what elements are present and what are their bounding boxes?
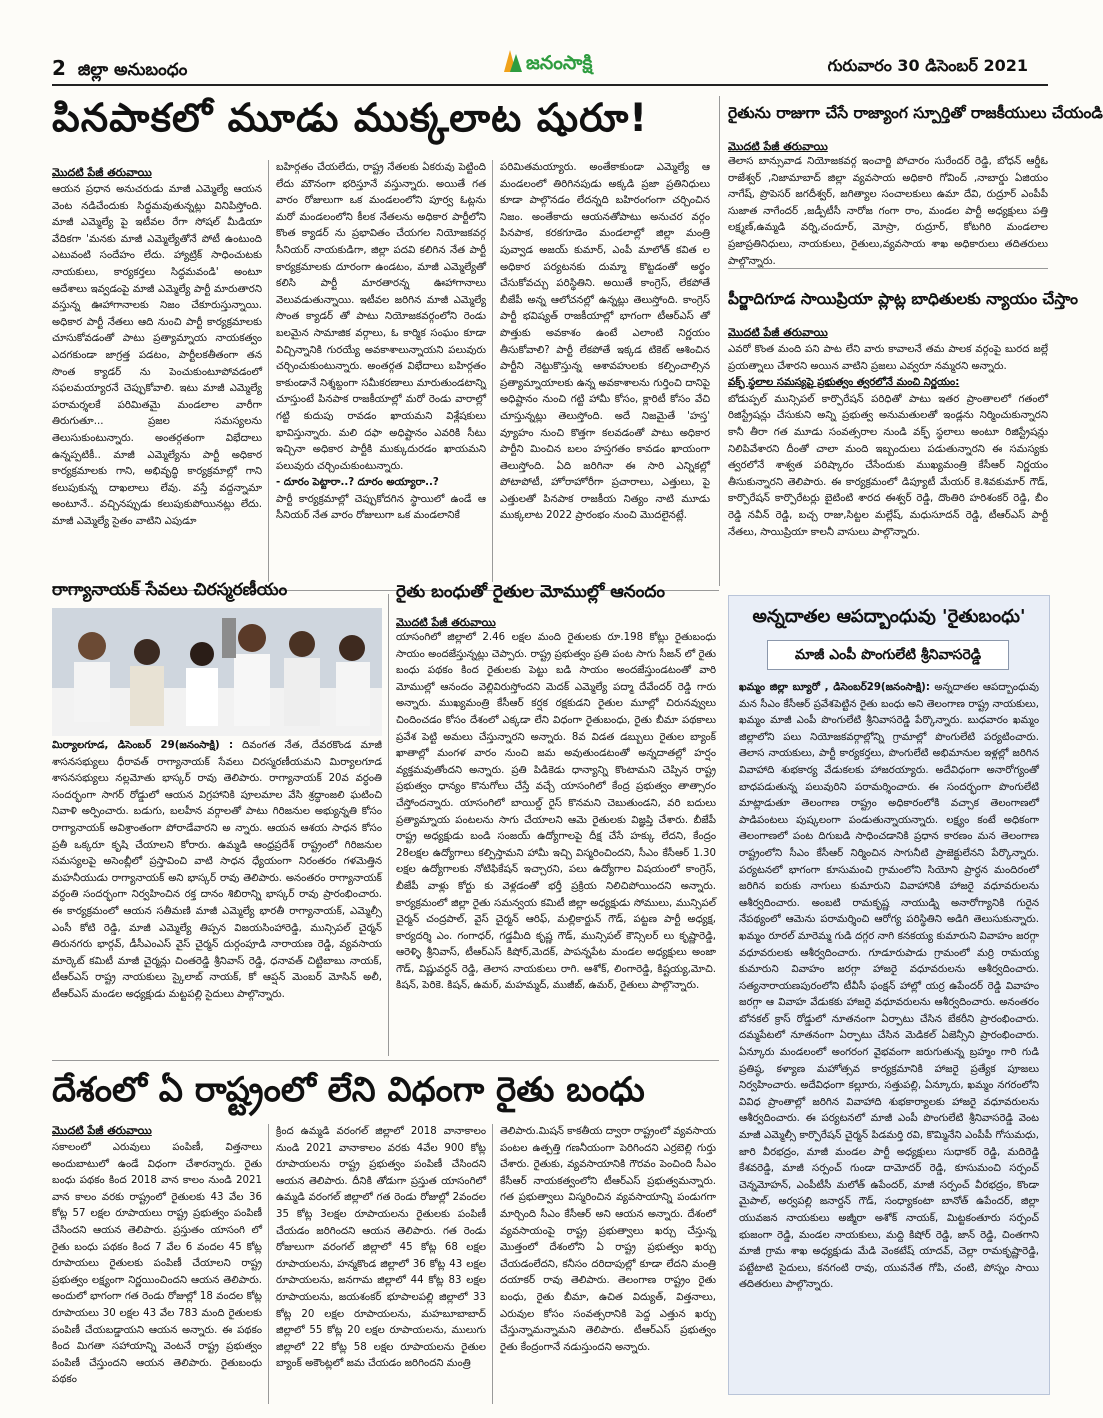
story4-body [52,738,382,1056]
story4-text: దివంగత నేత, దేవరకొండ మాజీ శాసనసభ్యులు ధీరావత్ రాగ్యానాయక్ సేవలు చిరస్మరణీయమని మిర్యాలగూడ శాసనసభ్యులు నల్లమోతు భాస్కర్ రావు తెలిపారు. రాగ్యానాయక్ 20వ వర్ధంతి సందర్భంగా సాగర్ రోడ్డులో ఆయన విగ్రహానికి పూలమాల వేసి శ్రద్ధాంజలి ఘటించి నివాళి అర్పించారు. బడుగు, బలహీన వర్గాలతో పాటు గిరిజనుల అభ్యున్నతి కోసం రాగ్యానాయక్ అవిశ్రాంతంగా పోరాడేవారని అ న్నారు. ఆయన ఆశయ సాధన కోసం ప్రతీ ఒక్కరూ కృషి చేయాలని కోరారు. ఉమ్మడి ఆంధ్రప్రదేశ్ రాష్ట్రంలో గిరిజనుల సమస్యలపై అసెంబ్లీలో ప్రస్తావించి వాటి సాధన ధ్యేయంగా నిరంతరం గళమెత్తిన మహనీయుడు రాగ్యానాయక్ అని భాస్కర్ రావు తెలిపారు. అనంతరం రాగ్యానాయక్ వర్ధంతి సందర్భంగా నిర్వహించిన రక్త దానం శిబిరాన్ని భాస్కర్ రావు ప్రారంభించారు. ఈ కార్యక్రమంలో ఆయన సతీమణి మాజీ ఎమ్మెల్యే భారతీ రాగ్యానాయక్, ఎమ్మెల్సీ ఎంసీ కోటి రెడ్డి, మాజీ ఎమ్మెల్యే తిప్పన విజయసింహారెడ్డి, మున్సిపల్ చైర్మన్ తిరునగరు భార్గవ్, డీసీఎంఎస్ వైస్ చైర్మన్ దుర్గంపూడి నారాయణ రెడ్డి, వ్యవసాయ మార్కెట్ కమిటీ మాజీ చైర్మన్లు చింతరెడ్డి శ్రీనివాస్ రెడ్డి, ధనావత్ చిట్టిబాబు నాయక్, టీఆర్ఎస్ రాష్ట్ర నాయకులు స్కైలాబ్ నాయక్, కో ఆప్షన్ మెంబర్ మోసిన్ అలీ, టీఆర్ఎస్ మండల అధ్యక్షుడు మట్టపల్లి సైదులు పాల్గొన్నారు. [52,740,382,1000]
box-subheadline: మాజీ ఎంపీ పొంగులేటి శ్రీనివాసరెడ్డి [767,640,1009,670]
story3-subhead: మొదటి పేజీ తరువాయి [728,326,828,339]
story6-column-1 [52,1124,262,1410]
main-headline: పినపాకలో మూడు ముక్కలాట షురూ! [52,96,649,141]
story1-column-1 [52,166,262,586]
page-number: 2 [52,56,66,80]
news-photo [52,608,382,736]
masthead-logo-icon [500,44,608,78]
story3-bold-line: వక్ఫ్ స్థలాల సమస్యపై ప్రభుత్వం త్వరలోనే మంచి నిర్ణయం: [728,377,960,389]
box-text: అన్నదాతల ఆపద్బాంధువు మన సీఎం కేసీఆర్ ప్రవేశపెట్టిన రైతు బంధు అని తెలంగాణ రాష్ట్ర నాయకులు, ఖమ్మం మాజీ ఎంపీ పొంగులేటి శ్రీనివాసరెడ్డి పేర్కొన్నారు. బుధవారం ఖమ్మం జిల్లాలోని పలు నియోజకవర్గాల్లోన్ని గ్రామాల్లో పొంగులేటి పర్యటించారు. తెలాస నాయకులు, పార్టీ కార్యకర్తలు, పొంగులేటి అభిమానుల ఇళ్లల్లో జరిగిన వివాహాది శుభకార్య వేడుకలకు హాజరయ్యారు. అదేవిధంగా అనారోగ్యంతో బాధపడుతున్న పలువురిని పరామర్శించారు. ఈ సందర్భంగా పొంగులేటి మాట్లాడుతూ తెలంగాణ రాష్ట్రం అధికారంలోకి వచ్చాక తెలంగాణలో పాడిపంటలు పుష్కలంగా పండుతున్నాయన్నారు. లక్ష్యం కంటే అధికంగా తెలంగాణలో పంట దిగుబడి సాధించడానికి ప్రధాన కారణం మన తెలంగాణ రాష్ట్రంలోని సీఎం కేసీఆర్ నిర్మించిన సాగునీటి ప్రాజెక్టులేనని పేర్కొన్నారు. పర్యటనలో భాగంగా కూసుమంచి గ్రామంలోని సియోని ప్రార్ధన మందిరంలో జరిగిన ఐరుకు నాగులు కుమారుని వివాహానికి హాజరై వధూవరులను ఆశీర్వదించారు. అంబటి రామకృష్ణ నాయుడ్ని అనారోగ్యానికి గురైన నేపథ్యంలో ఆమెను పరామర్శించి ఆరోగ్య పరిస్థితిని అడిగి తెలుసుకున్నారు. ఖమ్మం రూరల్ మారెమ్మ గుడి దగ్గర నాగి కనకయ్య కుమారుని వివాహం జరగ్గా వధూవరులకు ఆశీర్వదించారు. గూడూరుపాడు గ్రామంలో మర్రి రామయ్య కుమారుని వివాహం జరగ్గా హాజరై వధూవరులను ఆశీర్వదించారు. సత్యనారాయణపురంలోని టీవీసీ ఫంక్షన్ హాల్లో యర్ర ఉపేందర్ రెడ్డి వివాహం జరగ్గా ఆ వివాహ వేడుకకు హాజరై వధూవరులను ఆశీర్వదించారు. అనంతరం బోనకల్ క్రాస్ రోడ్డులో నూతనంగా ఏర్పాటు చేసిన బేకరీని ప్రారంభించారు. దమ్మపేటలో నూతనంగా ఏర్పాటు చేసిన మెడికల్ ఏజెన్సీని ప్రారంభించారు. ఏన్కూరు మండలంలో అంగరంగ వైభవంగా జరుగుతున్న బ్రహ్మం గారి గుడి ప్రతిష్ఠ, కళ్యాణ మహోత్సవ కార్యక్రమానికి హాజరై ప్రత్యేక పూజలు నిర్వహించారు. అదేవిధంగా కల్లూరు, సత్తుపల్లి, ఏన్కూరు, ఖమ్మం నగరంలోని వివిధ ప్రాంతాల్లో జరిగిన వివాహాది శుభకార్యాలకు హాజరై వధూవరులను ఆశీర్వదించారు. ఈ పర్యటనలో మాజీ ఎంపీ పొంగులేటి శ్రీనివాసరెడ్డి వెంట మాజీ ఎమ్మెల్సీ కార్పొరేషన్ చైర్మన్ పిడమర్తి రవి, కొమ్మినేని ఎంపీపీ గోసుమధు, జారి వీరభద్రం, మాజీ మండల పార్టీ అధ్యక్షులు సుధాకర్ రెడ్డి, మదిరెడ్డి కేశవరెడ్డి, మాజీ సర్పంచ్ గుండా దామోదర్ రెడ్డి, కూసుమంచి సర్పంచ్ చెన్నమోహన్, ఎంపీటీసీ మలోత్ ఉపేందర్, మాజీ సర్పంచ్ వీరభద్రం, కొండా మైపాల్, అర్వపల్లి జనార్దన్ గౌడ్, సంధ్యాకంటా బానోత్ ఉపేందర్, జిల్లా యువజన నాయకులు అజ్మీరా అశోక్ నాయక్, మిట్టకంతూరు సర్పంచ్ భుజంగా రెడ్డి, మండల నాయకులు, మద్ది కిషోర్ రెడ్డి, జాన్ రెడ్డి, చింతగాని మాజీ గ్రామ శాఖ అధ్యక్షుడు మేడి వెంకటేష్ యాదవ్, చెల్లా రామకృష్ణారెడ్డి, పట్టేటాటి సైదులు, కనగంటి రావు, యువనేత గోపి, చంటి, పోస్నం సాయి తదితరులు పాల్గొన్నారు. [739,682,1039,1291]
story6-text-col1: సకాలంలో ఎరువులు పంపిణీ, విత్తనాలు అందుబాటులో ఉండే విధంగా చేశారన్నారు. రైతు బంధు పథకం కింద 2018 వాన కాలం నుండి 2021 వాన కాలం వరకు రాష్ట్రంలో రైతులకు 43 వేల 36 కోట్ల 57 లక్షల రూపాయలు రాష్ట్ర ప్రభుత్వం పంపిణీ చేసిందని ఆయన తెలిపారు. ప్రస్తుతం యాసంగి లో రైతు బంధు పథకం కింద 7 వేల 6 వందల 45 కోట్ల రూపాయలు రైతులకు పంపిణీ చేయాలని రాష్ట్ర ప్రభుత్వం లక్ష్యంగా నిర్ణయించిందని ఆయన తెలిపారు. అందులో భాగంగా గత రెండు రోజుల్లో 18 వందల కోట్ల రూపాయలు 30 లక్షల 43 వేల 783 మంది రైతులకు పంపిణీ చేయబడ్డాయని ఆయన అన్నారు. ఈ పథకం కింద మిగతా సహాయాన్ని వెంటనే రాష్ట్ర ప్రభుత్వం పంపిణీ చేస్తుందని ఆయన తెలిపారు. రైతుబంధు పథకం [52,1142,262,1386]
story5-headline: రైతు బంధుతో రైతుల మోముల్లో ఆనందం [396,582,665,602]
story5-text: యాసంగిలో జిల్లాలో 2.46 లక్షల మంది రైతులకు రూ.198 కోట్లు రైతుబంధు సాయం అందజేస్తున్నట్లు చెప్పారు. రాష్ట్ర ప్రభుత్వం ప్రతి పంట సాగు సీజన్ లో రైతు బంధు పథకం కింద రైతులకు పెట్టు బడి సాయం అందజేస్తుండటంతో వారి మోముల్లో ఆనందం వెల్లివిరుస్తోందని మెదక్ ఎమ్మెల్యే పద్మా దేవేందర్ రెడ్డి గారు అన్నారు. ముఖ్యమంత్రి కేసీఆర్ కర్షక రక్షకుడని రైతుల మూల్లో చిరునవ్వులు చిందించడం కోసం దేశంలో ఎక్కడా లేని విధంగా రైతుబంధు, రైతు బీమా పథకాలు ప్రవేశ పెట్టి అమలు చేస్తున్నారని అన్నారు. 8వ విడత డబ్బులు రైతుల బ్యాంక్ ఖాతాల్లో మంగళ వారం నుంచి జమ అవుతుండటంతో అన్నదాతల్లో హర్షం వ్యక్తమవుతోందని అన్నారు. ప్రతి పిడికెడు ధాన్యాన్ని కొంటామని చెప్పిన రాష్ట్ర ప్రభుత్వం ధాన్యం కొనుగోలు చేస్తే వచ్చే యాసంగిలో కేంద్ర ప్రభుత్వం తాత్సారం చేస్తోందన్నారు. యాసంగిలో బాయిల్డ్ రైస్ కొనమని చెబుతుండని, వరి బదులు ప్రత్యామ్నాయ పంటలను సాగు చేయాలని ఆమె రైతులకు విజ్ఞప్తి చేశారు. బీజేపీ రాష్ట్ర అధ్యక్షుడు బండి సంజయ్ ఉద్యోగాలపై దీక్ష చేసే హక్కు లేదని, కేంద్రం 28లక్షల ఉద్యోగాలు కల్పిస్తామని హామీ ఇచ్చి విస్మరించిందని, సీఎం కేసీఆర్ 1.30 లక్షల ఉద్యోగాలకు నోటిఫికేషన్ ఇచ్చారని, పలు ఉద్యోగాల విషయంలో కాంగ్రెస్, బీజేపీ వాళ్లు కోర్టు కు వెళ్లడంతో భర్తీ ప్రక్రియ నిలిచిపోయిందని అన్నారు. కార్యక్రమంలో జిల్లా రైతు సమన్వయ కమిటీ జిల్లా అధ్యక్షుడు సోములు, మున్సిపల్ చైర్మన్ చంద్రపాల్, వైస్ చైర్మన్ ఆరిఫ్, మల్లికార్జున్ గౌడ్, పట్టణ పార్టీ అధ్యక్ష, కార్యదర్శి ఎం. గంగాధర్, గడ్డమీది కృష్ణ గౌడ్, మున్సిపల్ కౌన్సిలర్ లు కృష్ణారెడ్డి, ఆరెళ్ళి శ్రీనివాస్, టీఆర్ఎస్ కిషోర్,మెదక్, పాపన్నపేట మండల అధ్యక్షులు అంజా గౌడ్, విష్ణువర్ధన్ రెడ్డి, తెలాస నాయకులు రాగి. ఆశోక్, లింగారెడ్డి, కిష్టయ్య,మోచి. కిషన్, పెరికె. కిషన్, ఉమర్, మహమ్మద్, ముజీబ్, ఉమర్, రైతులు పాల్గొన్నారు. [396,632,716,992]
story6-column-2 [276,1124,486,1410]
story3-text1: ఎవరో కొంత మంది పని పాట లేని వారు కావాలనే తమ పాలక వర్గంపై బురద జల్లే ప్రయత్నాలు చేశారని అయిన వాటిని ప్రజలు ఎవ్వరూ నమ్మరని అన్నారు. [728,344,1048,372]
story6-headline: దేశంలో ఏ రాష్ట్రంలో లేని విధంగా రైతు బంధు [52,1070,645,1110]
page-section-label [52,56,187,84]
story4-dateline: మిర్యాలగూడ, డిసెంబర్ 29(జనంసాక్షి) : [52,740,234,751]
group-photo-icon [52,608,382,736]
box-body [739,680,1039,1386]
header-rule [52,84,1048,86]
rythu-bandhu-box [728,595,1050,1395]
masthead-text: జనంసాక్షి [526,52,593,74]
story3-text2: బోడుప్పల్ మున్సిపల్ కార్పొరేషన్ పరిధితో పాటు ఇతర ప్రాంతాలలో గతంలో రిజిస్ట్రేషన్లు చేసుకుని అన్ని ప్రభుత్వ అనుమతులతో ఇండ్లను నిర్మించుకున్నారని కానీ తీరా గత మూడు సంవత్సరాల నుండి వక్ఫ్ స్థలాలు అంటూ రిజిస్ట్రేషన్లు నిలిపివేశారని దీంతో చాలా మంది ఇబ్బందులు పడుతున్నారని ఈ సమస్యకు త్వరలోనే శాశ్వత పరిష్కారం చేసేందుకు ముఖ్యమంత్రి కేసీఆర్ నిర్ణయం తీసుకున్నారని తెలిపారు. ఈ కార్యక్రమంలో డిప్యూటీ మేయర్ కె.శివకుమార్ గౌడ్, కార్పొరేషన్ కార్పొరేటర్లు బైటింటి శారద ఈశ్వర్ రెడ్డి, దొంతిరి హరిశంకర్ రెడ్డి, బీం రెడ్డి నవీన్ రెడ్డి, బచ్చ రాజు,సిట్టల మల్లేష్, మధుసూదన్ రెడ్డి, టీఆర్ఎస్ పార్టీ నేతలు, సాయిప్రియా కాలనీ వాసులు పాల్గొన్నారు. [728,393,1048,538]
story2-headline: రైతును రాజుగా చేసే రాజ్యాంగ స్పూర్తితో రాజకీయులు చేయండి [728,104,1103,122]
story6-text-col3: తెలిపారు.మిషన్ కాకతీయ ద్వారా రాష్ట్రంలో వ్యవసాయ పంటల ఉత్పత్తి గణనీయంగా పెరిగిందని ఎర్రబెల్లి గుర్తు చేశారు. రైతుకు, వ్యవసాయానికి గౌరవం పెంచింది సీఎం కేసీఆర్ నాయకత్వంలోని టీఆర్ఎస్ ప్రభుత్వమన్నారు. గత ప్రభుత్వాలు విస్మరించిన వ్యవసాయాన్ని పండుగగా మార్చింది సీఎం కేసీఆర్ అని ఆయన అన్నారు. దేశంలో వ్యవసాయంపై రాష్ట్ర ప్రభుత్వాలు ఖర్చు చేస్తున్న మొత్తంలో దేశంలోని ఏ రాష్ట్ర ప్రభుత్వం ఖర్చు చేయడంలేదని, కనీసం దరిదాపుల్లో కూడా లేదని మంత్రి దయాకర్ రావు తెలిపారు. తెలంగాణ రాష్ట్రం రైతు బంధు, రైతు బీమా, ఉచిత విద్యుత్, విత్తనాలు, ఎరువుల కోసం సంవత్సరానికి పెద్ద ఎత్తున ఖర్చు చేస్తున్నామన్నామని తెలిపారు. టీఆర్ఎస్ ప్రభుత్వం రైతు కేంద్రంగానే నడుస్తుందని అన్నారు. [500,1126,716,1353]
story1-subhead: మొదటి పేజీ తరువాయి [52,166,152,179]
story2-text: తెలాస బాన్సువాడ నియోజకవర్గ ఇంచార్జి పోచారం సురేందర్ రెడ్డి, బోధన్ ఆర్డీఓ రాజేశ్వర్ ,నిజామాబాద్ జిల్లా వ్యవసాయ అధికారి గోవింద్ ,నాబార్డు ఏజియం నాగేష్, ప్రొపెసర్ జగదీశ్వర్, జగిత్యాల సంచాలకులు ఉమా దేవి, రుద్రూర్ ఎంపీపీ సుజాత నాగేందర్ ,జడ్పీటీసీ నారోజ గంగా రాం, మండల పార్టీ అధ్యక్షులు పత్తి లక్ష్మణ్,ఉమ్మడి వర్ని,చందూర్, మోస్రా, రుద్రూర్, కోటగిరి మండలాల ప్రజాప్రతినిధులు, నాయకులు, రైతులు,వ్యవసాయ శాఖ అధికారులు తదితరులు పాల్గొన్నారు. [728,156,1048,267]
story1-text-col3: పరిమితమయ్యారు. అంతేకాకుండా ఎమ్మెల్యే ఆ మండలంలో తిరిగినపుడు అక్కడి ప్రజా ప్రతినిధులు కూడా పాల్గొనడం లేదన్నది బహిరంగంగా చర్చించిన నిజం. అంతేకాదు ఆయనతోపాటు అనుచర వర్గం పినపాక, కరకగూడెం మండలాల్లో జిల్లా మంత్రి పువ్వాడ అజయ్ కుమార్, ఎంపీ మాలోత్ కవిత ల అధికార పర్యటనకు దుమ్మా కొట్టడంతో అర్థం చేసుకోవచ్చు పరిస్థితిని. అయితే కాంగ్రెస్, లేకపోతే బీజేపీ అన్న ఆలోచనల్లో ఉన్నట్లు తెలుస్తోంది. కాంగ్రెస్ పార్టీ భవిష్యత్ రాజకీయాల్లో భాగంగా టీఆర్ఎస్ తో పొత్తుకు అవకాశం ఉంటే ఎలాంటి నిర్ణయం తీసుకోవాలి? పార్టీ లేకపోతే ఇక్కడ టికెట్ ఆశించిన పార్టీని నెట్టుకొస్తున్న ఆశావహులకు కల్పించాల్సిన ప్రత్యామ్నాయాలకు ఉన్న అవకాశాలను గుర్తించి దానిపై అధిష్టానం నుంచి గట్టి హామీ కోసం, క్లారిటీ కోసం వేచి చూస్తున్నట్లు తెలుస్తోంది. అదే నిజమైతే 'హస్త' వ్యూహం నుంచి కొత్తగా కలవడంతో పాటు అధికార పార్టీని మించిన బలం హస్తగతం కావడం ఖాయంగా తెలుస్తోంది. ఏది జరిగినా ఈ సారి ఎన్నికల్లో పోటాపోటీ, హోరాహోరీగా ప్రచారాలు, ఎత్తులు, పై ఎత్తులతో పినపాక రాజకీయ నిత్యం నాటి మూడు ముక్కలాట 2022 ప్రారంభం నుంచి మొదలైనట్లే. [500,162,710,522]
story3-body [728,342,1048,582]
story5-subhead: మొదటి పేజీ తరువాయి [396,616,496,629]
section-name: జిల్లా అనుబంధం [77,60,188,80]
story3-headline: పీర్జాదిగూడ సాయిప్రియా ప్లాట్ల బాధితులకు న్యాయం చేస్తాం [728,290,1078,308]
issue-date: గురువారం 30 డిసెంబర్ 2021 [827,56,1028,75]
story1-text-col1: ఆయన ప్రధాన అనుచరుడు మాజీ ఎమ్మెల్యే ఆయన వెంట నడిచేందుకు సిద్ధమవుతున్నట్లు వినిపిస్తోంది. మాజీ ఎమ్మెల్యే పై ఇటీవల రేగా సోషల్ మీడియా వేదికగా 'మనకు మాజీ ఎమ్మెల్యేతోనే పోటీ ఉంటుంది ఎటువంటి సందేహం లేదు. హ్యాట్రిక్ సాధించుటకు నాయకులు, కార్యకర్తలు సిద్ధమవండి' అంటూ ఆదేశాలు ఇవ్వడంపై మాజీ ఎమ్మెల్యే పార్టీ మారుతారని వస్తున్న ఊహాగానాలకు నిజం చేకూరుస్తున్నాయి. అధికార పార్టీ నేతలు ఆది నుంచి పార్టీ కార్యక్రమాలకు చూసుకోవడంతో పాటు ప్రత్యామ్నాయ నాయకత్వం ఎదగకుండా జాగ్రత్త పడటం, పార్టీలకతీతంగా తన సొంత క్యాడర్ ను పెంచుకుంటూపోవడంలో సఫలమయ్యారనే చెప్పుకోవాలి. ఇటు మాజీ ఎమ్మెల్యే పరామర్శలకే పరిమితమై మండలాల వారీగా తిరుగుతూ... ప్రజల సమస్యలను తెలుసుకుంటున్నారు. అంతర్గతంగా విభేదాలు ఉన్నప్పటికీ.. మాజీ ఎమ్మెల్యేను పార్టీ అధికార కార్యక్రమాలకు గాని, అభివృద్ధి కార్యక్రమాల్లో గాని కలుపుకున్న దాఖలాలు లేవు. వస్తే వద్దన్నామా అంటూనే.. వచ్చినప్పుడు కలుపుకుపోయినట్లు లేదు. మాజీ ఎమ్మెల్యే సైతం వాటిని ఎపుడూ [52,184,262,527]
story6-text-col2: క్రింద ఉమ్మడి వరంగల్ జిల్లాలో 2018 వానాకాలం నుండి 2021 వానాకాలం వరకు 4వేల 900 కోట్ల రూపాయలను రాష్ట్ర ప్రభుత్వం పంపిణీ చేసిందని ఆయన తెలిపారు. దీనికి తోడుగా ప్రస్తుత యాసంగిలో ఉమ్మడి వరంగల్ జిల్లాలో గత రెండు రోజుల్లో 2వందల 35 కోట్ల 3లక్షల రూపాయలను రైతులకు పంపిణీ చేయడం జరిగిందని ఆయన తెలిపారు. గత రెండు రోజులుగా వరంగల్ జిల్లాలో 45 కోట్ల 68 లక్షల రూపాయలను, హన్మకొండ జిల్లాలో 36 కోట్ల 43 లక్షల రూపాయలను, జనగామ జిల్లాలో 44 కోట్ల 83 లక్షల రూపాయలను, జయశంకర్ భూపాలపల్లి జిల్లాలో 33 కోట్ల 20 లక్షల రూపాయలను, మహబూబాబాద్ జిల్లాలో 55 కోట్ల 20 లక్షల రూపాయలను, ములుగు జిల్లాలో 22 కోట్ల 58 లక్షల రూపాయలను రైతుల బ్యాంక్ అకౌంట్లలో జమ చేయడం జరిగిందని మంత్రి [276,1126,486,1370]
story2-subhead: మొదటి పేజీ తరువాయి [728,140,828,153]
masthead-logo [500,44,608,78]
story1-text-col2b: పార్టీ కార్యక్రమాల్లో చెప్పుకోదగిన స్థాయిలో ఉండే ఆ సీనియర్ నేత వారం రోజులుగా ఒక మండలానికే [276,493,486,522]
story1-column-3 [500,160,710,586]
story1-col2-subhead: - దూరం పెట్టారా..? దూరం అయ్యారా..? [276,477,439,489]
story1-text-col2: బహిర్గతం చేయలేదు, రాష్ట్ర నేతలకు ఏకరువు పెట్టింది లేదు మౌనంగా భరిస్తూనే వస్తున్నారు. అయితే గత వారం రోజులుగా ఒక మండలంలోని పూర్వ ఓట్లను మరో మండలంలోని కీలక నేతలను అధికార పార్టీలోని కొంత క్యాడర్ ను ప్రభావితం చేయగల నియోజకవర్గ సీనియర్ నాయకుడిగా, జిల్లా పదవి కలిగిన నేత పార్టీ కార్యక్రమాలకు దూరంగా ఉండటం, మాజీ ఎమ్మెల్యేతో కలిసి పార్టీ మారతారన్న ఊహాగానాలు వెలువడుతున్నాయి. ఇటీవల జరిగిన మాజీ ఎమ్మెల్యే సొంత క్యాడర్ తో పాటు నియోజకవర్గంలోని రెండు బలమైన సామాజిక వర్గాలు, ఓ కార్మిక సంఘం కూడా విచ్చిన్నానికి గురయ్యే అవకాశాలున్నాయని పలువురు చర్చించుకుంటున్నారు. అంతర్గత విభేదాలు బహిర్గతం కాకుండానే నిశ్శబ్దంగా సమీకరణాలు మారుతుండటాన్ని చూస్తుంటే పినపాక రాజకీయాల్లో మరో రెండు వారాల్లో గట్టి కుదుపు రావడం ఖాయమని విశ్లేషకులు భావిస్తున్నారు. మలి దఫా అధిష్టానం ఎవరికి సీటు ఇచ్చినా అధికార పార్టీకి ముక్కుదురడం ఖాయమని పలువురు చర్చించుకుంటున్నారు. [276,162,486,472]
box-dateline: ఖమ్మం జిల్లా బ్యూరో , డిసెంబర్29(జనంసాక్షి): [739,682,930,693]
story1-column-2 [276,160,486,586]
story6-column-3 [500,1124,716,1410]
box-headline: అన్నదాతల ఆపద్బాంధువు 'రైతుబంధు' [752,606,1026,627]
story6-subhead: మొదటి పేజీ తరువాయి [52,1124,152,1137]
story4-headline: రాగ్యానాయక్ సేవలు చిరస్మరణీయం [52,580,288,600]
